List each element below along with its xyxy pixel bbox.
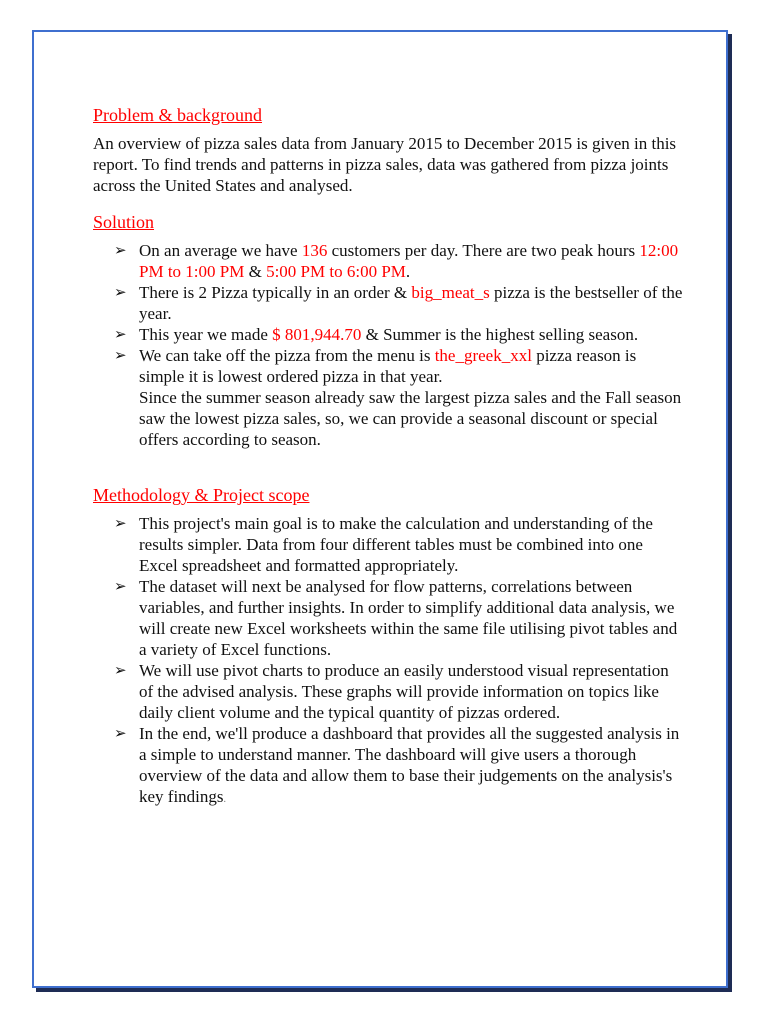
methodology-text: In the end, we'll produce a dashboard that provides all the suggested analysis in a simple to understand manner. The dashboard will give users a thorough overview of the data and allow them to base their judgements on the analysis's key findings <box>139 724 680 806</box>
methodology-heading: Methodology & Project scope <box>93 485 310 505</box>
arrow-bullet-icon: ➢ <box>114 661 127 679</box>
highlight-value: big_meat_s <box>411 283 490 302</box>
highlight-value: 12:00 PM to 1:00 PM <box>139 241 679 281</box>
highlight-value: 5:00 PM to 6:00 PM <box>266 262 406 281</box>
arrow-bullet-icon: ➢ <box>114 325 127 343</box>
solution-text: & <box>244 262 267 281</box>
list-item <box>114 723 683 810</box>
solution-text: Since the summer season already saw the largest pizza sales and the Fall season saw the lowest pizza sales, so, we can provide a seasonal discount or special offers according to season. <box>139 388 682 449</box>
list-item <box>114 240 683 282</box>
arrow-bullet-icon: ➢ <box>114 724 127 742</box>
solution-text: pizza is the bestseller of the year. <box>139 283 683 323</box>
solution-list <box>93 240 683 450</box>
highlight-value: 136 <box>301 241 328 260</box>
highlight-value: $ 801,944.70 <box>272 325 362 344</box>
list-item <box>114 345 683 450</box>
arrow-bullet-icon: ➢ <box>114 283 127 301</box>
solution-text: pizza reason is simple it is lowest ordered pizza in that year. <box>139 346 637 386</box>
arrow-bullet-icon: ➢ <box>114 346 127 364</box>
list-item <box>114 324 683 345</box>
problem-heading: Problem & background <box>93 105 262 125</box>
solution-text: . <box>405 262 411 281</box>
methodology-text: We will use pivot charts to produce an easily understood visual representation of the advised analysis. These graphs will provide information on topics like daily client volume and the typical quantity of pizzas ordered. <box>139 661 669 722</box>
arrow-bullet-icon: ➢ <box>114 577 127 595</box>
solution-text: There is 2 Pizza typically in an order & <box>139 283 412 302</box>
methodology-text: This project's main goal is to make the calculation and understanding of the results simpler. Data from four different tables must be combined into one Excel spreadsheet and formatted appropriately. <box>139 514 653 575</box>
problem-paragraph: An overview of pizza sales data from January 2015 to December 2015 is given in this report. To find trends and patterns in pizza sales, data was gathered from pizza joints across the United States and analysed. <box>93 134 677 195</box>
list-item <box>114 513 683 576</box>
solution-text: & Summer is the highest selling season. <box>361 325 639 344</box>
solution-heading: Solution <box>93 212 155 232</box>
list-item <box>114 576 683 660</box>
solution-text: This year we made <box>139 325 273 344</box>
list-item <box>114 282 683 324</box>
arrow-bullet-icon: ➢ <box>114 241 127 259</box>
trailing-dot: . <box>223 794 227 805</box>
highlight-value: the_greek_xxl <box>434 346 532 365</box>
methodology-text: The dataset will next be analysed for flow patterns, correlations between variables, and further insights. In order to simplify additional data analysis, we will create new Excel worksheets within the same file utilising pivot tables and a variety of Excel functions. <box>139 577 678 659</box>
list-item <box>114 660 683 723</box>
document-body <box>93 104 683 810</box>
methodology-list <box>93 513 683 810</box>
solution-text: We can take off the pizza from the menu is <box>139 346 435 365</box>
solution-text: customers per day. There are two peak hours <box>327 241 640 260</box>
arrow-bullet-icon: ➢ <box>114 514 127 532</box>
solution-text: On an average we have <box>139 241 302 260</box>
